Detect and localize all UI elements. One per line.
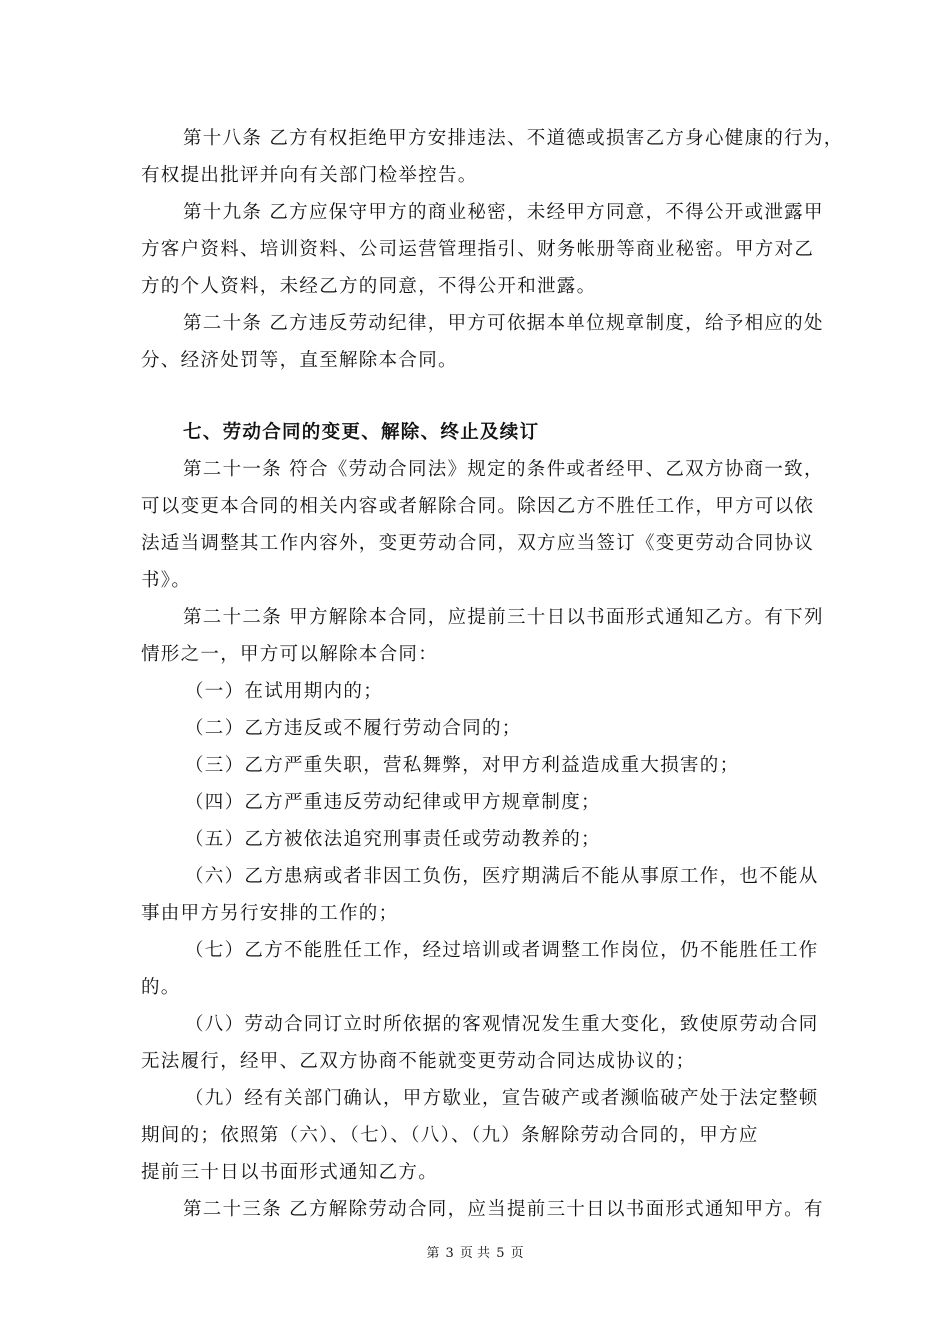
clause-9-line-1: （九）经有关部门确认，甲方歇业，宣告破产或者濒临破产处于法定整顿 [185,1088,819,1109]
clause-9-line-3: 提前三十日以书面形式通知乙方。 [141,1162,439,1183]
page-footer [0,1245,950,1263]
clause-3: （三）乙方严重失职，营私舞弊，对甲方利益造成重大损害的； [185,755,740,776]
article-18-line-1: 第十八条 乙方有权拒绝甲方安排违法、不道德或损害乙方身心健康的行为， [183,128,844,149]
clause-6-line-2: 事由甲方另行安排的工作的； [141,903,399,924]
clause-1: （一）在试用期内的； [185,681,384,702]
article-21-line-4: 书》。 [141,570,192,591]
clause-2: （二）乙方违反或不履行劳动合同的； [185,718,522,739]
clause-6-line-1: （六）乙方患病或者非因工负伤，医疗期满后不能从事原工作，也不能从 [185,866,819,887]
clause-5: （五）乙方被依法追究刑事责任或劳动教养的； [185,829,601,850]
clause-8-line-2: 无法履行，经甲、乙双方协商不能就变更劳动合同达成协议的； [141,1051,696,1072]
clause-8-line-1: （八）劳动合同订立时所依据的客观情况发生重大变化，致使原劳动合同 [185,1014,819,1035]
article-22-line-2: 情形之一，甲方可以解除本合同： [141,644,439,665]
article-19-line-2: 方客户资料、培训资料、公司运营管理指引、财务帐册等商业秘密。甲方对乙 [141,239,815,260]
clause-7-line-2: 的。 [141,977,181,998]
footer-mid: 页 共 [459,1246,491,1261]
article-19-line-1: 第十九条 乙方应保守甲方的商业秘密，未经甲方同意，不得公开或泄露甲 [183,202,824,223]
footer-prefix: 第 [426,1246,440,1261]
clause-9-line-2: 期间的；依照第（六）、（七）、（八）、（九）条解除劳动合同的，甲方应 [141,1125,759,1146]
article-23-line-1: 第二十三条 乙方解除劳动合同，应当提前三十日以书面形式通知甲方。有 [183,1199,824,1220]
article-22-line-1: 第二十二条 甲方解除本合同，应提前三十日以书面形式通知乙方。有下列 [183,607,824,628]
article-21-line-2: 可以变更本合同的相关内容或者解除合同。除因乙方不胜任工作，甲方可以依 [141,496,815,517]
footer-suffix: 页 [510,1246,524,1261]
article-21-line-3: 法适当调整其工作内容外，变更劳动合同，双方应当签订《变更劳动合同协议 [141,533,815,554]
clause-4: （四）乙方严重违反劳动纪律或甲方规章制度； [185,792,601,813]
article-20-line-1: 第二十条 乙方违反劳动纪律，甲方可依据本单位规章制度，给予相应的处 [183,313,824,334]
footer-current-page: 3 [445,1246,454,1261]
article-20-line-2: 分、经济处罚等，直至解除本合同。 [141,350,458,371]
footer-total-pages: 5 [496,1246,505,1261]
clause-7-line-1: （七）乙方不能胜任工作，经过培训或者调整工作岗位，仍不能胜任工作 [185,940,819,961]
article-19-line-3: 方的个人资料，未经乙方的同意，不得公开和泄露。 [141,276,597,297]
article-18-line-2: 有权提出批评并向有关部门检举控告。 [141,165,478,186]
section-heading: 七、劳动合同的变更、解除、终止及续订 [183,422,540,443]
article-21-line-1: 第二十一条 符合《劳动合同法》规定的条件或者经甲、乙双方协商一致， [183,459,824,480]
